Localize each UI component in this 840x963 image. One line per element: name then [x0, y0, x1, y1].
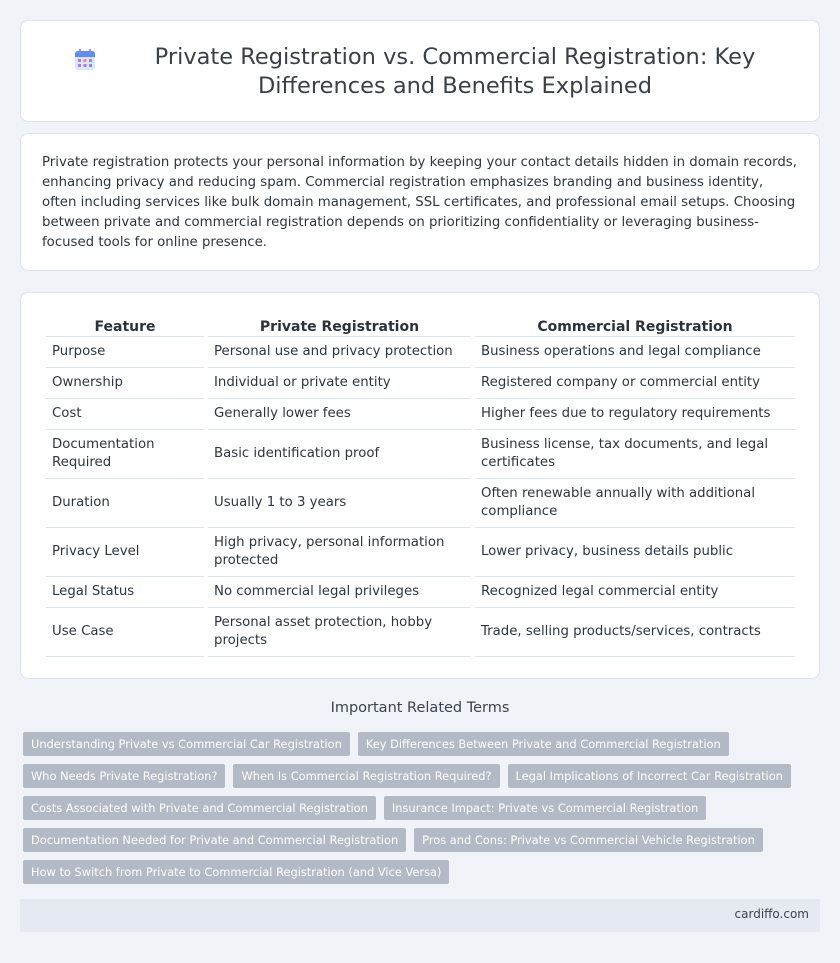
related-term-tag[interactable]: Who Needs Private Registration? — [23, 764, 225, 788]
cell-commercial: Business license, tax documents, and legal certificates — [475, 430, 795, 479]
title-card — [20, 20, 820, 122]
cell-feature: Duration — [46, 479, 204, 528]
cell-feature: Ownership — [46, 368, 204, 399]
cell-private: Individual or private entity — [208, 368, 471, 399]
related-term-tag[interactable]: Documentation Needed for Private and Commercial Registration — [23, 828, 406, 852]
table-row — [46, 608, 795, 657]
cell-private: Personal use and privacy protection — [208, 337, 471, 368]
related-terms-heading: Important Related Terms — [330, 700, 510, 716]
related-terms-list — [23, 732, 803, 892]
cell-private: High privacy, personal information protected — [208, 528, 471, 577]
calendar-icon — [73, 48, 97, 72]
table-row — [46, 399, 795, 430]
cell-feature: Documentation Required — [46, 430, 204, 479]
related-term-tag[interactable]: Insurance Impact: Private vs Commercial Registration — [384, 796, 706, 820]
intro-paragraph: Private registration protects your personal information by keeping your contact details hidden in domain records, enhancing privacy and reducing spam. Commercial registration emphasizes branding and business identity, often including services like bulk domain management, SSL certificates, and professional email setups. Choosing between private and commercial registration depends on prioritizing confidentiality or leveraging business-focused tools for online presence. — [42, 155, 797, 250]
cell-feature: Cost — [46, 399, 204, 430]
comparison-table-card — [20, 292, 820, 679]
cell-private: Generally lower fees — [208, 399, 471, 430]
intro-card — [20, 133, 820, 271]
footer — [20, 899, 820, 932]
related-term-tag[interactable]: Pros and Cons: Private vs Commercial Vehicle Registration — [414, 828, 763, 852]
comparison-table — [42, 313, 799, 657]
cell-private: Personal asset protection, hobby projects — [208, 608, 471, 657]
table-row — [46, 528, 795, 577]
cell-private: Basic identification proof — [208, 430, 471, 479]
table-header-row — [46, 313, 795, 337]
table-row — [46, 337, 795, 368]
table-row — [46, 577, 795, 608]
table-row — [46, 479, 795, 528]
table-row — [46, 430, 795, 479]
table-row — [46, 368, 795, 399]
cell-commercial: Often renewable annually with additional compliance — [475, 479, 795, 528]
cell-commercial: Lower privacy, business details public — [475, 528, 795, 577]
cell-commercial: Higher fees due to regulatory requirements — [475, 399, 795, 430]
related-term-tag[interactable]: Costs Associated with Private and Commercial Registration — [23, 796, 376, 820]
header-feature: Feature — [46, 313, 204, 337]
cell-feature: Use Case — [46, 608, 204, 657]
footer-site-link[interactable]: cardiffo.com — [734, 907, 809, 921]
page-title: Private Registration vs. Commercial Registration: Key Differences and Benefits Explained — [154, 44, 756, 99]
header-commercial: Commercial Registration — [475, 313, 795, 337]
cell-commercial: Registered company or commercial entity — [475, 368, 795, 399]
related-term-tag[interactable]: Legal Implications of Incorrect Car Registration — [508, 764, 791, 788]
related-term-tag[interactable]: When Is Commercial Registration Required? — [233, 764, 499, 788]
cell-private: Usually 1 to 3 years — [208, 479, 471, 528]
related-term-tag[interactable]: Key Differences Between Private and Commercial Registration — [358, 732, 729, 756]
cell-commercial: Recognized legal commercial entity — [475, 577, 795, 608]
cell-commercial: Trade, selling products/services, contracts — [475, 608, 795, 657]
related-term-tag[interactable]: How to Switch from Private to Commercial Registration (and Vice Versa) — [23, 860, 449, 884]
cell-feature: Privacy Level — [46, 528, 204, 577]
cell-feature: Legal Status — [46, 577, 204, 608]
cell-private: No commercial legal privileges — [208, 577, 471, 608]
cell-feature: Purpose — [46, 337, 204, 368]
related-term-tag[interactable]: Understanding Private vs Commercial Car Registration — [23, 732, 350, 756]
header-private: Private Registration — [208, 313, 471, 337]
cell-commercial: Business operations and legal compliance — [475, 337, 795, 368]
